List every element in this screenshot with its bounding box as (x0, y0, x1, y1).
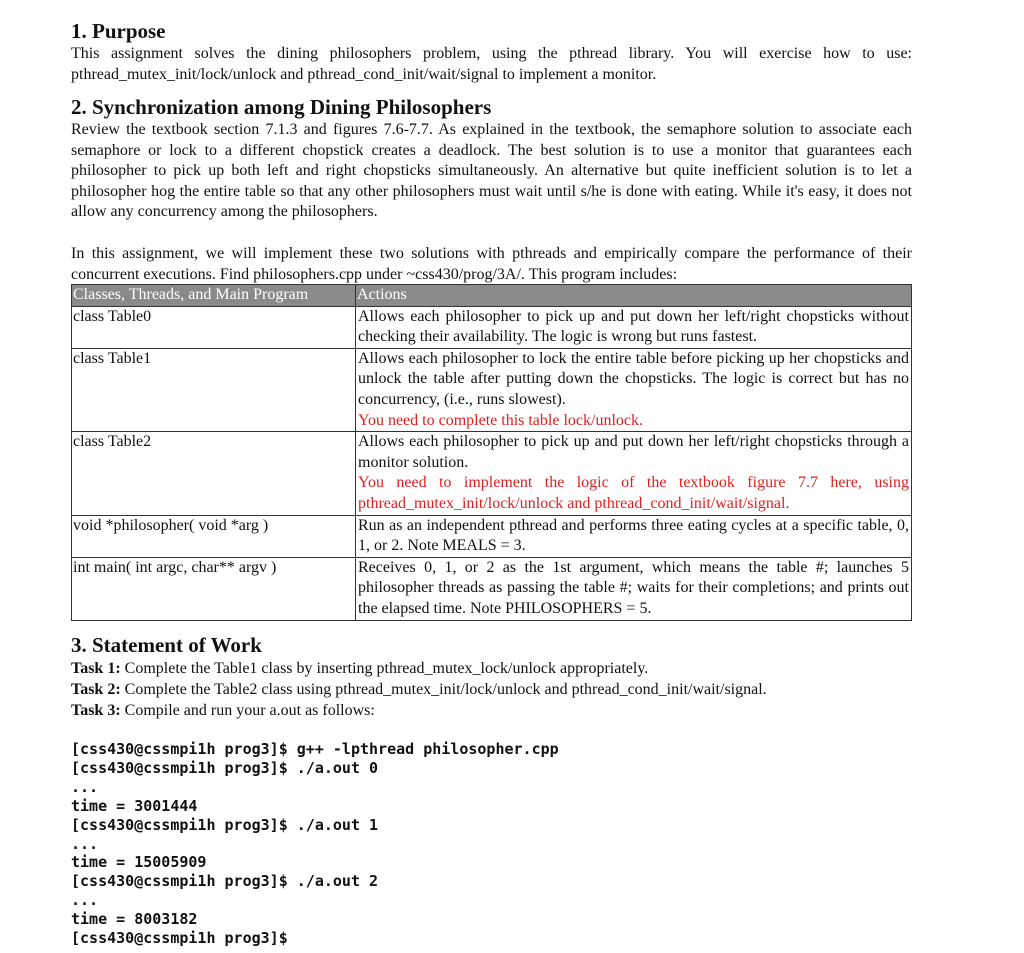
terminal-line: ... (71, 777, 99, 796)
action-text: Allows each philosopher to pick up and put down her left/right chopsticks without checking their availability. The logic is wrong but runs fastest. (358, 307, 909, 346)
action-note: You need to implement the logic of the textbook figure 7.7 here, using pthread_mutex_init/lock/unlock and pthread_cond_init/wait/signal. (358, 474, 909, 512)
terminal-line: time = 15005909 (71, 853, 207, 872)
task-label: Task 1: (71, 660, 121, 677)
row-action (356, 348, 912, 431)
row-action (356, 306, 912, 348)
terminal-line: [css430@cssmpi1h prog3]$ ./a.out 0 (71, 758, 379, 777)
action-note: You need to complete this table lock/unlock. (358, 411, 643, 429)
task-text: Complete the Table2 class using pthread_mutex_init/lock/unlock and pthread_cond_init/wait/signal. (120, 681, 767, 698)
terminal-line: [css430@cssmpi1h prog3]$ ./a.out 2 (71, 872, 379, 891)
table-row (72, 515, 912, 557)
terminal-line: [css430@cssmpi1h prog3]$ g++ -lpthread philosopher.cpp (71, 740, 559, 758)
purpose-paragraph: This assignment solves the dining philosophers problem, using the pthread library. You will exercise how to use: pthread_mutex_init/lock/unlock and pthread_cond_init/wait/signal to implement a monitor. (71, 45, 912, 83)
table-row (72, 557, 912, 620)
task-text: Compile and run your a.out as follows: (120, 702, 375, 719)
row-action (356, 515, 912, 557)
purpose-section (71, 18, 912, 85)
action-text: Allows each philosopher to lock the entire table before picking up her chopsticks and unlock the table after putting down the chopsticks. The logic is correct but has no concurrency, (i.e., runs slowest). (358, 349, 909, 408)
task-text: Complete the Table1 class by inserting pthread_mutex_lock/unlock appropriately. (120, 660, 649, 677)
row-name: void *philosopher( void *arg ) (72, 515, 356, 557)
terminal-line: ... (71, 891, 99, 910)
table-row (72, 432, 912, 515)
terminal-line: time = 8003182 (71, 910, 198, 929)
action-text: Receives 0, 1, or 2 as the 1st argument, which means the table #; launches 5 philosopher threads as passing the table #; waits for their completions; and prints out the elapsed time. Note PHILOSOPHERS = 5. (358, 558, 909, 617)
header-classes: Classes, Threads, and Main Program (72, 285, 356, 307)
synchronization-paragraph: Review the textbook section 7.1.3 and figures 7.6-7.7. As explained in the textbook, the semaphore solution to associate each semaphore or lock to a different chopstick creates a deadlock. The best solution is to use a monitor that guarantees each philosopher to pick up both left and right chopsticks simultaneously. An alternative but quite inefficient solution is to let a philosopher hog the entire table so that any other philosophers must wait until s/he is done with eating. While it's easy, it does not allow any concurrency among the philosophers. (71, 121, 912, 221)
action-text: Allows each philosopher to pick up and put down her left/right chopsticks through a monitor solution. (358, 433, 909, 471)
row-name: int main( int argc, char** argv ) (72, 557, 356, 620)
task-item (71, 700, 912, 721)
task-label: Task 2: (71, 681, 121, 698)
task-label: Task 3: (71, 702, 121, 719)
terminal-line: [css430@cssmpi1h prog3]$ ./a.out 1 (71, 815, 379, 834)
table-row (72, 348, 912, 431)
header-actions: Actions (356, 285, 912, 307)
terminal-line: [css430@cssmpi1h prog3]$ (71, 929, 288, 948)
terminal-session (71, 740, 912, 948)
table-header-row (72, 285, 912, 307)
row-action (356, 432, 912, 515)
row-name: class Table2 (72, 432, 356, 515)
action-text: Run as an independent pthread and performs three eating cycles at a specific table, 0, 1, or 2. Note MEALS = 3. (358, 516, 909, 555)
row-name: class Table1 (72, 348, 356, 431)
row-name: class Table0 (72, 306, 356, 348)
terminal-line: ... (71, 834, 99, 853)
classes-table (71, 284, 912, 621)
statement-heading: 3. Statement of Work (71, 633, 262, 657)
synchronization-section (71, 94, 912, 223)
terminal-line: time = 3001444 (71, 796, 198, 815)
statement-of-work-section (71, 632, 912, 721)
task-item (71, 658, 912, 679)
task-item (71, 679, 912, 700)
intro-paragraph (71, 244, 912, 285)
row-action (356, 557, 912, 620)
synchronization-heading: 2. Synchronization among Dining Philosophers (71, 95, 492, 119)
intro-text: In this assignment, we will implement these two solutions with pthreads and empirically compare the performance of their concurrent executions. Find philosophers.cpp under ~css430/prog/3A/. This program includes: (71, 245, 912, 283)
purpose-heading: 1. Purpose (71, 19, 166, 43)
table-row (72, 306, 912, 348)
